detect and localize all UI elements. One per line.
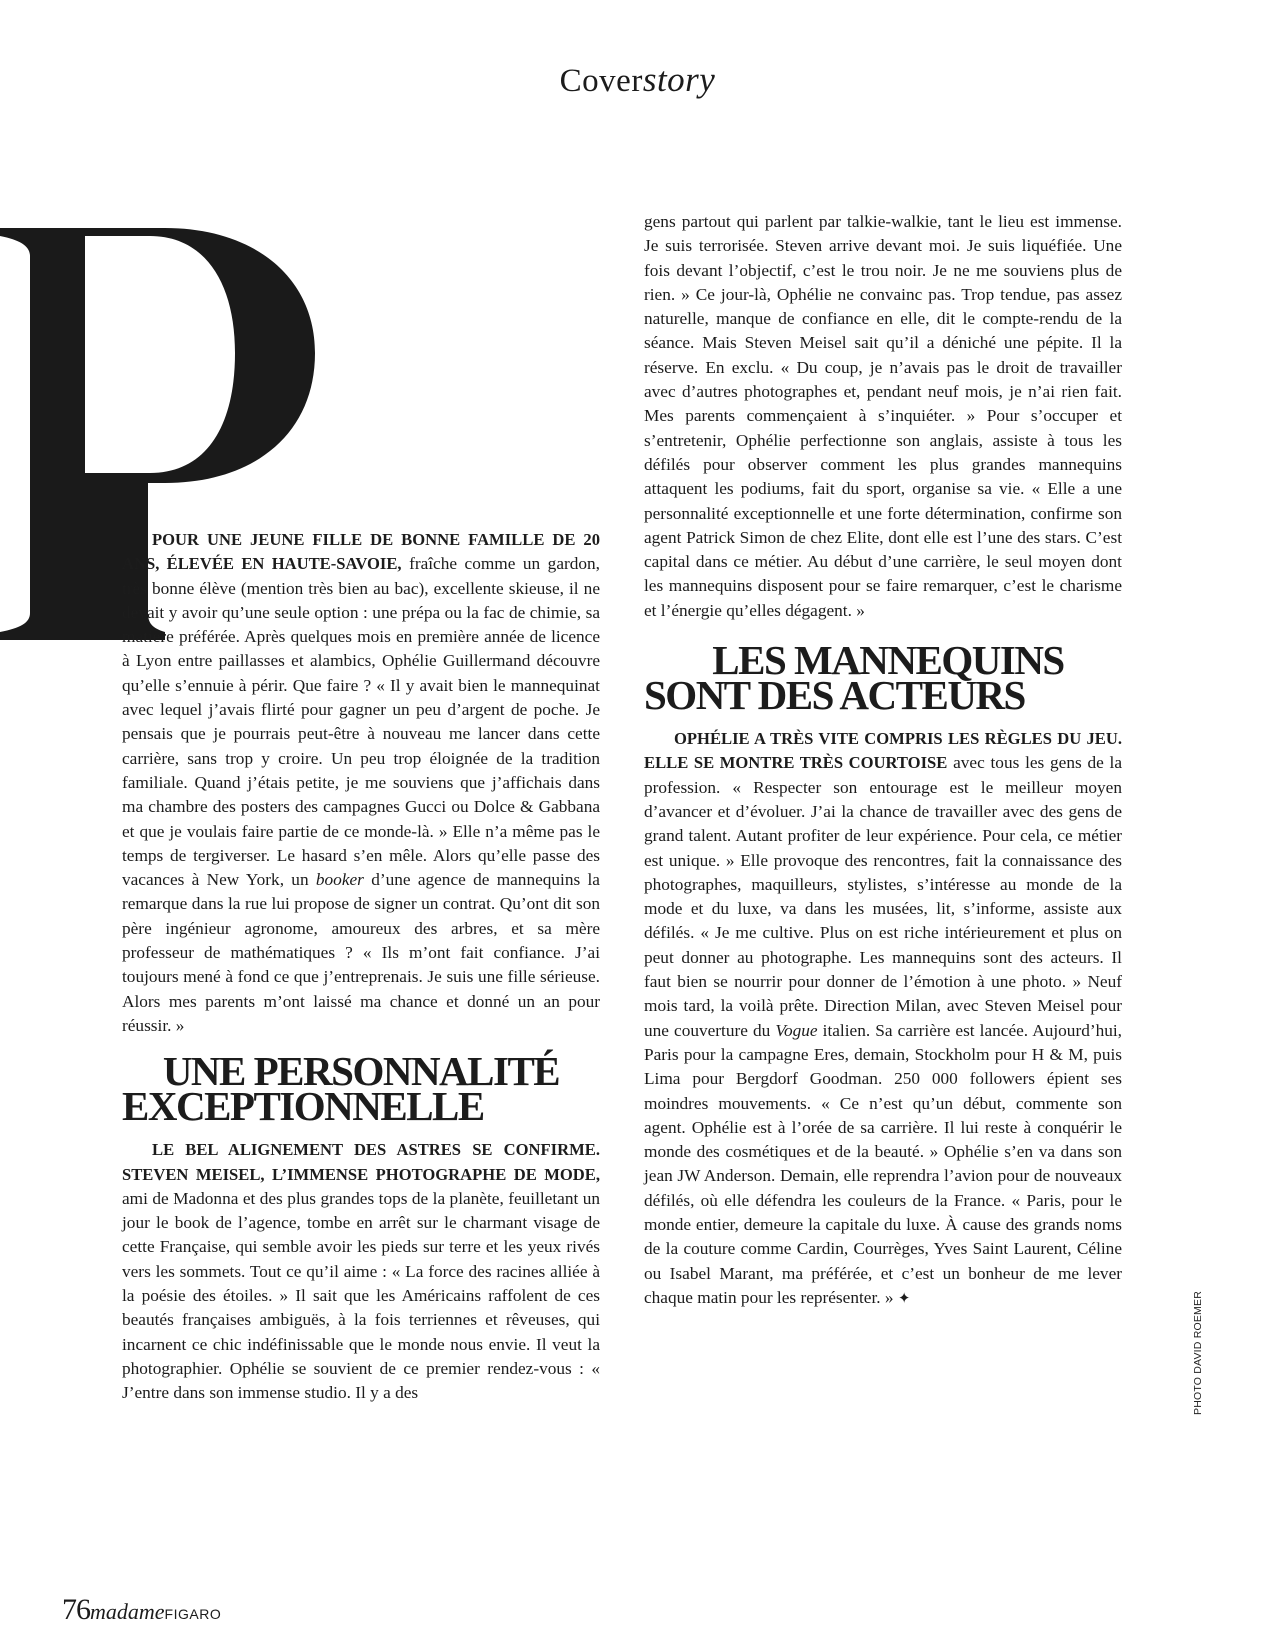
section-label-story: story	[642, 60, 716, 99]
subheading-line-1: UNE PERSONNALITÉ	[162, 1048, 560, 1095]
paragraph-meisel-lead-in: LE BEL ALIGNEMENT DES ASTRES SE CONFIRME. STEVEN MEISEL, L’IMMENSE PHOTOGRAPHE DE MODE,	[122, 1140, 600, 1184]
paragraph-regles-lead-in: OPHÉLIE A TRÈS VITE COMPRIS LES RÈGLES DU JEU. ELLE SE MONTRE TRÈS COURTOISE	[644, 729, 1122, 773]
subheading-personnalite	[122, 1048, 600, 1130]
intro-paragraph	[122, 528, 600, 1038]
paragraph-regles	[644, 727, 1122, 1310]
subheading-line-2: EXCEPTIONNELLE	[122, 1083, 484, 1130]
subheading-line-1: LES MANNEQUINS	[712, 637, 1064, 684]
article-column-left	[122, 528, 600, 1406]
paragraph-regles-body-continued: italien. Sa carrière est lancée. Aujourd’hui, Paris pour la campagne Eres, demain, Stockholm pour H & M, puis Lima pour Bergdorf Goodman. 250 000 followers épient ses moindres mouvements. « Ce n’est qu’un début, commente son agent. Ophélie est à l’orée de sa carrière. Il lui reste à conquérir le monde des cosmétiques et de la beauté. » Ophélie s’en va dans son jean JW Anderson. Demain, elle reprendra l’avion pour de nouveaux défilés, où elle défendra les couleurs de la France. « Paris, pour le monde entier, demeure la capitale du luxe. À cause des grands noms de la couture comme Cardin, Courrèges, Yves Saint Laurent, Céline ou Isabel Marant, ma préférée, et c’est un bonheur de me lever chaque matin pour les représenter. »	[644, 1020, 1122, 1307]
subheading-line-2: SONT DES ACTEURS	[644, 672, 1025, 719]
intro-lead-in: POUR UNE JEUNE FILLE DE BONNE FAMILLE DE 20 ANS, ÉLEVÉE EN HAUTE-SAVOIE,	[122, 530, 600, 574]
subheading-acteurs	[644, 637, 1122, 719]
intro-body-continued: d’une agence de mannequins la remarque dans la rue lui propose de signer un contrat. Qu’ont dit son père ingénieur agronome, amoureux des arbres, et sa mère professeur de mathématiques ? « Ils m’ont fait confiance. J’ai toujours mené à fond ce que j’entreprenais. Je suis une fille sérieuse. Alors mes parents m’ont laissé ma chance et donné un an pour réussir. »	[122, 870, 600, 1035]
photo-credit: PHOTO DAVID ROEMER	[1192, 1291, 1204, 1415]
paragraph-meisel-body: ami de Madonna et des plus grandes tops de la planète, feuilletant un jour le book de l’agence, tombe en arrêt sur le charmant visage de cette Française, qui semble avoir les pieds sur terre et les yeux rivés vers les sommets. Tout ce qu’il aime : « La force des racines alliée à la poésie des étoiles. » Il sait que les Américains raffolent de ces beautés françaises ambiguës, à la fois terriennes et rêveuses, qui incarnent ce chic indéfinissable que le monde nous envie. Il veut la photographier. Ophélie se souvient de ce premier rendez-vous : « J’entre dans son immense studio. Il y a des	[122, 1188, 600, 1403]
vogue-italic: Vogue	[775, 1020, 818, 1040]
paragraph-meisel	[122, 1138, 600, 1405]
magazine-brand-figaro: FIGARO	[164, 1606, 222, 1622]
magazine-brand-madame: madame	[90, 1599, 165, 1624]
page-footer	[62, 1593, 221, 1627]
paragraph-regles-body: avec tous les gens de la profession. « Respecter son entourage est le meilleur moyen d’avancer et d’évoluer. J’ai la chance de travailler avec des gens de grand talent. Autant profiter de leur expérience. Pour cela, ce métier est unique. » Elle provoque des rencontres, fait la connaissance des photographes, maquilleurs, stylistes, s’intéresse au monde de la mode et du luxe, va dans les musées, lit, s’informe, assiste aux défilés. « Je me cultive. Plus on est riche intérieurement et plus on peut donner au photographe. Les mannequins sont des acteurs. Il faut bien se nourrir pour donner de l’émotion à une photo. » Neuf mois tard, la voilà prête. Direction Milan, avec Steven Meisel pour une couverture du	[644, 753, 1122, 1040]
intro-body: fraîche comme un gardon, très bonne élève (mention très bien au bac), excellente skieuse, il ne devait y avoir qu’une seule option : une prépa ou la fac de chimie, sa matière préférée. Après quelques mois en première année de licence à Lyon entre paillasses et alambics, Ophélie Guillermand découvre qu’elle s’ennuie à périr. Que faire ? « Il y avait bien le mannequinat avec lequel j’avais flirté pour gagner un peu d’argent de poche. Je pensais que je pourrais peut-être à nouveau me lancer dans cette carrière, sans trop y croire. Un peu trop éloignée de la tradition familiale. Quand j’étais petite, je me souviens que j’affichais dans ma chambre des posters des campagnes Gucci ou Dolce & Gabbana et que je voulais faire partie de ce monde-là. » Elle n’a même pas le temps de tergiverser. Le hasard s’en mêle. Alors qu’elle passe des vacances à New York, un	[122, 554, 600, 890]
page-number: 76	[62, 1593, 90, 1626]
section-header	[0, 60, 1275, 100]
intro-italic-term: booker	[315, 870, 364, 890]
article-column-right	[644, 210, 1122, 1310]
end-ornament-icon: ✦	[897, 1288, 911, 1307]
continued-paragraph: gens partout qui parlent par talkie-walkie, tant le lieu est immense. Je suis terrorisée. Steven arrive devant moi. Je suis liquéfiée. Une fois devant l’objectif, c’est le trou noir. Je ne me souviens plus de rien. » Ce jour-là, Ophélie ne convainc pas. Trop tendue, pas assez naturelle, manque de confiance en elle, dit le compte-rendu de la séance. Mais Steven Meisel sait qu’il a déniché une pépite. Il la réserve. En exclu. « Du coup, je n’avais pas le droit de travailler avec d’autres photographes et, pendant neuf mois, je n’ai rien fait. Mes parents commençaient à s’inquiéter. » Pour s’occuper et s’entretenir, Ophélie perfectionne son anglais, assiste à tous les défilés pour observer comment les plus grandes mannequins attaquent les podiums, fait du sport, organise sa vie. « Elle a une personnalité exceptionnelle et une forte détermination, confirme son agent Patrick Simon de chez Elite, dont elle est l’une des stars. C’est capital dans ce métier. Au début d’une carrière, le seul moyen dont les mannequins disposent pour se faire remarquer, c’est le charisme et l’énergie qu’elles dégagent. »	[644, 212, 1122, 620]
section-label-cover: Cover	[559, 63, 643, 99]
